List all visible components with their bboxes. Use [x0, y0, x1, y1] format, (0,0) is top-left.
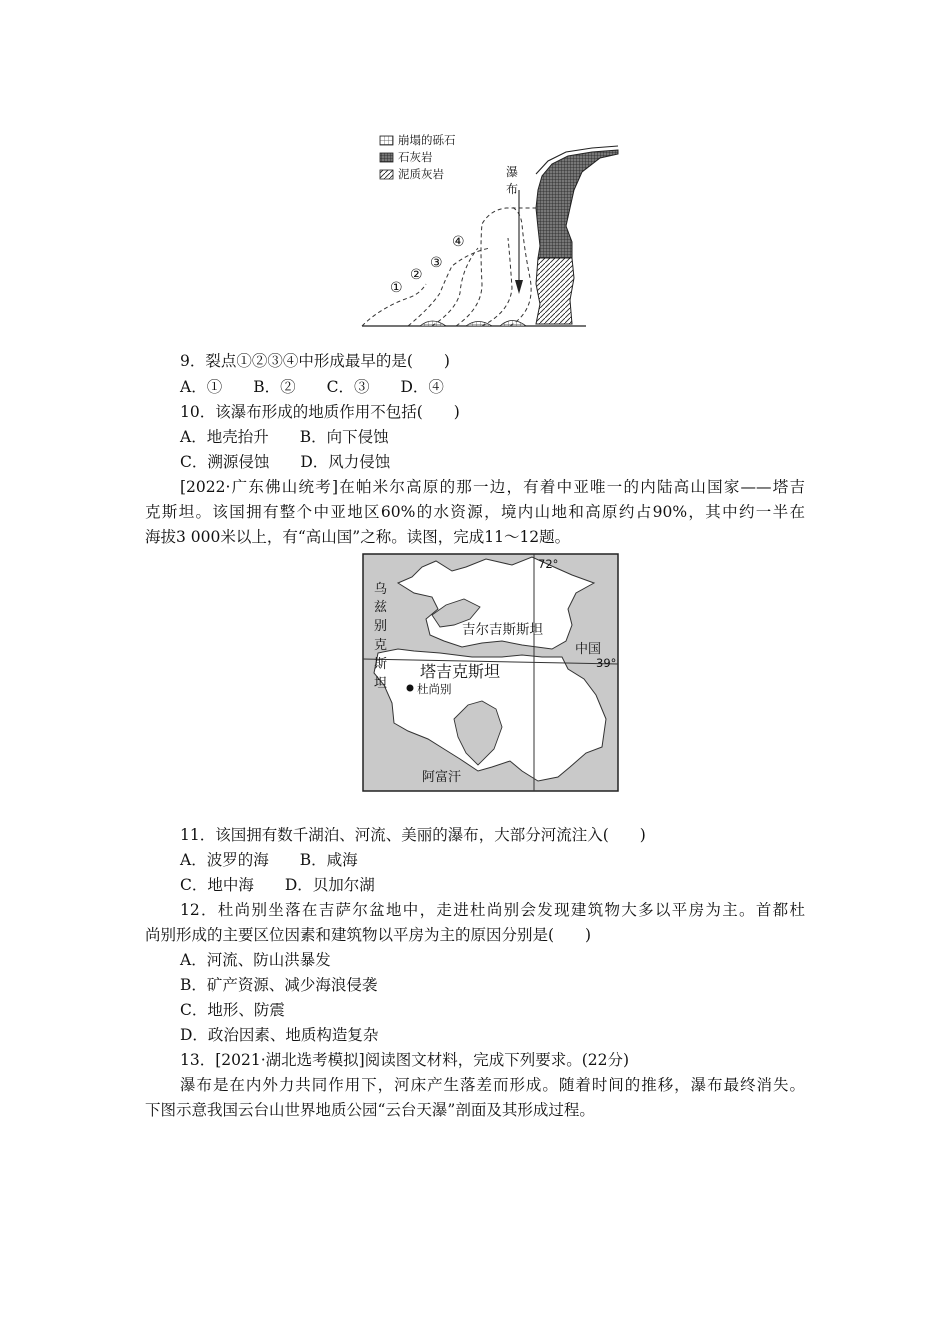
tajikistan-label: 塔吉克斯坦 — [420, 662, 501, 681]
crack-label-1: ① — [390, 280, 403, 296]
q12-stem-2: 尚别形成的主要区位因素和建筑物以平房为主的原因分别是( ) — [145, 926, 592, 944]
q11-options-cd: C．地中海 D．贝加尔湖 — [180, 876, 375, 894]
waterfall-label-top: 瀑 — [506, 165, 519, 179]
lat-label: 39° — [596, 656, 617, 670]
q12-option-c: C．地形、防震 — [180, 1001, 285, 1019]
q12-stem-1: 12．杜尚别坐落在吉萨尔盆地中，走进杜尚别会发现建筑物大多以平房为主。首都杜 — [180, 901, 805, 919]
legend-marl-label: 泥质灰岩 — [398, 167, 444, 181]
svg-text:克: 克 — [374, 638, 388, 653]
crack-label-4: ④ — [452, 234, 465, 250]
limestone-layer — [536, 150, 618, 258]
legend-limestone — [380, 150, 433, 164]
legend-limestone-label: 石灰岩 — [398, 150, 433, 164]
crack-label-2: ② — [410, 267, 423, 283]
q10-options-cd: C．溯源侵蚀 D．风力侵蚀 — [180, 453, 391, 471]
legend-gravel — [380, 133, 456, 147]
dushanbe-marker — [407, 685, 414, 692]
intro-line-3: 海拔3 000米以上，有“高山国”之称。读图，完成11～12题。 — [145, 528, 571, 546]
legend-marl — [380, 167, 444, 181]
tajikistan-map — [362, 553, 619, 792]
waterfall-label-bottom: 布 — [506, 182, 519, 196]
kyrgyzstan-label: 吉尔吉斯斯坦 — [462, 622, 543, 638]
q11-options-ab: A．波罗的海 B．咸海 — [180, 851, 358, 869]
q13-stem: 13．[2021·湖北选考模拟]阅读图文材料，完成下列要求。(22分) — [180, 1051, 630, 1069]
afghanistan-label: 阿富汗 — [422, 770, 462, 785]
q12-option-b: B．矿产资源、减少海浪侵袭 — [180, 976, 378, 994]
q10-stem: 10．该瀑布形成的地质作用不包括( ) — [180, 403, 460, 421]
marl-layer — [536, 258, 574, 324]
waterfall-profile-figure — [360, 128, 625, 333]
waterfall-arrow — [515, 190, 523, 294]
collapsed-gravel-piles — [420, 321, 526, 327]
svg-text:兹: 兹 — [374, 600, 388, 615]
china-label: 中国 — [575, 642, 602, 657]
svg-text:斯: 斯 — [374, 657, 388, 672]
crack-point-profiles — [362, 206, 536, 326]
svg-text:乌: 乌 — [374, 582, 388, 597]
crack-label-3: ③ — [430, 255, 443, 271]
intro-line-1: [2022·广东佛山统考]在帕米尔高原的那一边，有着中亚唯一的内陆高山国家——塔吉 — [180, 478, 805, 496]
intro-line-2: 克斯坦。该国拥有整个中亚地区60%的水资源，境内山地和高原约占90%，其中约一半在 — [145, 503, 805, 521]
lon-label: 72° — [538, 557, 559, 571]
dushanbe-label: 杜尚别 — [417, 682, 452, 696]
q9-options: A．① B．② C．③ D．④ — [180, 378, 444, 396]
q13-material-1: 瀑布是在内外力共同作用下，河床产生落差而形成。随着时间的推移，瀑布最终消失。 — [180, 1076, 805, 1094]
q12-option-a: A．河流、防山洪暴发 — [180, 951, 331, 969]
legend-gravel-label: 崩塌的砾石 — [398, 133, 456, 147]
q10-options-ab: A．地壳抬升 B．向下侵蚀 — [180, 428, 389, 446]
q12-option-d: D．政治因素、地质构造复杂 — [180, 1026, 379, 1044]
q9-stem: 9．裂点①②③④中形成最早的是( ) — [180, 352, 450, 370]
q13-material-2: 下图示意我国云台山世界地质公园“云台天瀑”剖面及其形成过程。 — [145, 1101, 595, 1119]
svg-text:别: 别 — [374, 619, 388, 634]
q11-stem: 11．该国拥有数千湖泊、河流、美丽的瀑布，大部分河流注入( ) — [180, 826, 646, 844]
svg-text:坦: 坦 — [374, 676, 388, 691]
